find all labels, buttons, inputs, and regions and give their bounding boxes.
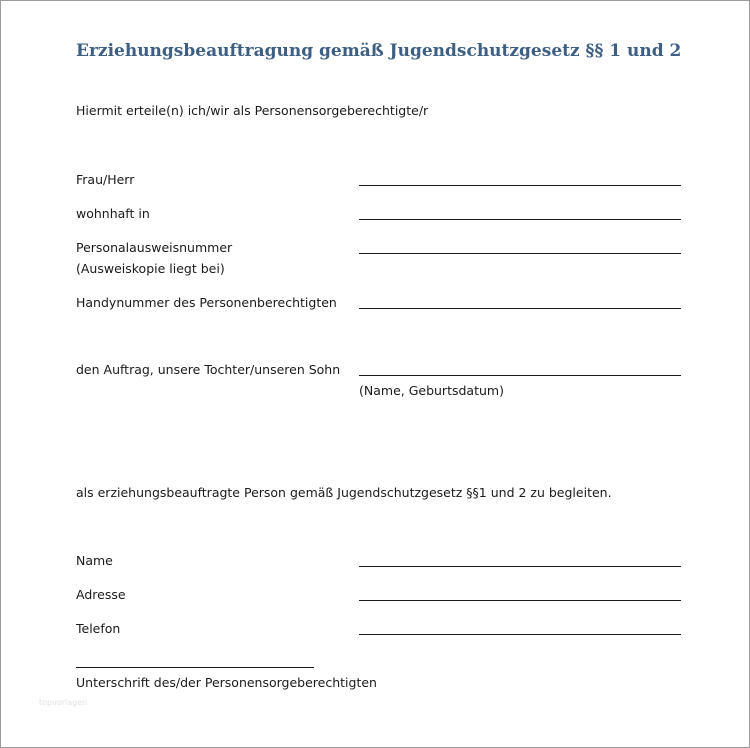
field-line-id-number[interactable] [359,253,681,254]
field-label-guardian-address: Adresse [76,587,126,602]
purpose-text: als erziehungsbeauftragte Person gemäß Jugendschutzgesetz §§1 und 2 zu begleiten. [76,485,612,500]
signature-label: Unterschrift des/der Personensorgeberechtigten [76,675,377,690]
field-sublabel-id-copy: (Ausweiskopie liegt bei) [76,261,225,276]
field-line-child[interactable] [359,375,681,376]
field-line-guardian-address[interactable] [359,600,681,601]
watermark: topvorlagen [39,698,88,707]
field-line-mobile[interactable] [359,308,681,309]
field-label-guardian-name: Name [76,553,113,568]
field-label-guardian-phone: Telefon [76,621,121,636]
field-label-name: Frau/Herr [76,172,135,187]
field-label-address: wohnhaft in [76,206,150,221]
field-label-id-number: Personalausweisnummer [76,240,233,255]
field-line-guardian-phone[interactable] [359,634,681,635]
document-title: Erziehungsbeauftragung gemäß Jugendschutzgesetz §§ 1 und 2 [76,41,682,61]
field-line-address[interactable] [359,219,681,220]
field-label-mobile: Handynummer des Personenberechtigten [76,295,337,310]
intro-text: Hiermit erteile(n) ich/wir als Personensorgeberechtigte/r [76,103,429,118]
field-label-child: den Auftrag, unsere Tochter/unseren Sohn [76,362,341,377]
signature-line[interactable] [76,667,314,668]
field-line-guardian-name[interactable] [359,566,681,567]
field-hint-child: (Name, Geburtsdatum) [359,383,504,398]
field-line-name[interactable] [359,185,681,186]
